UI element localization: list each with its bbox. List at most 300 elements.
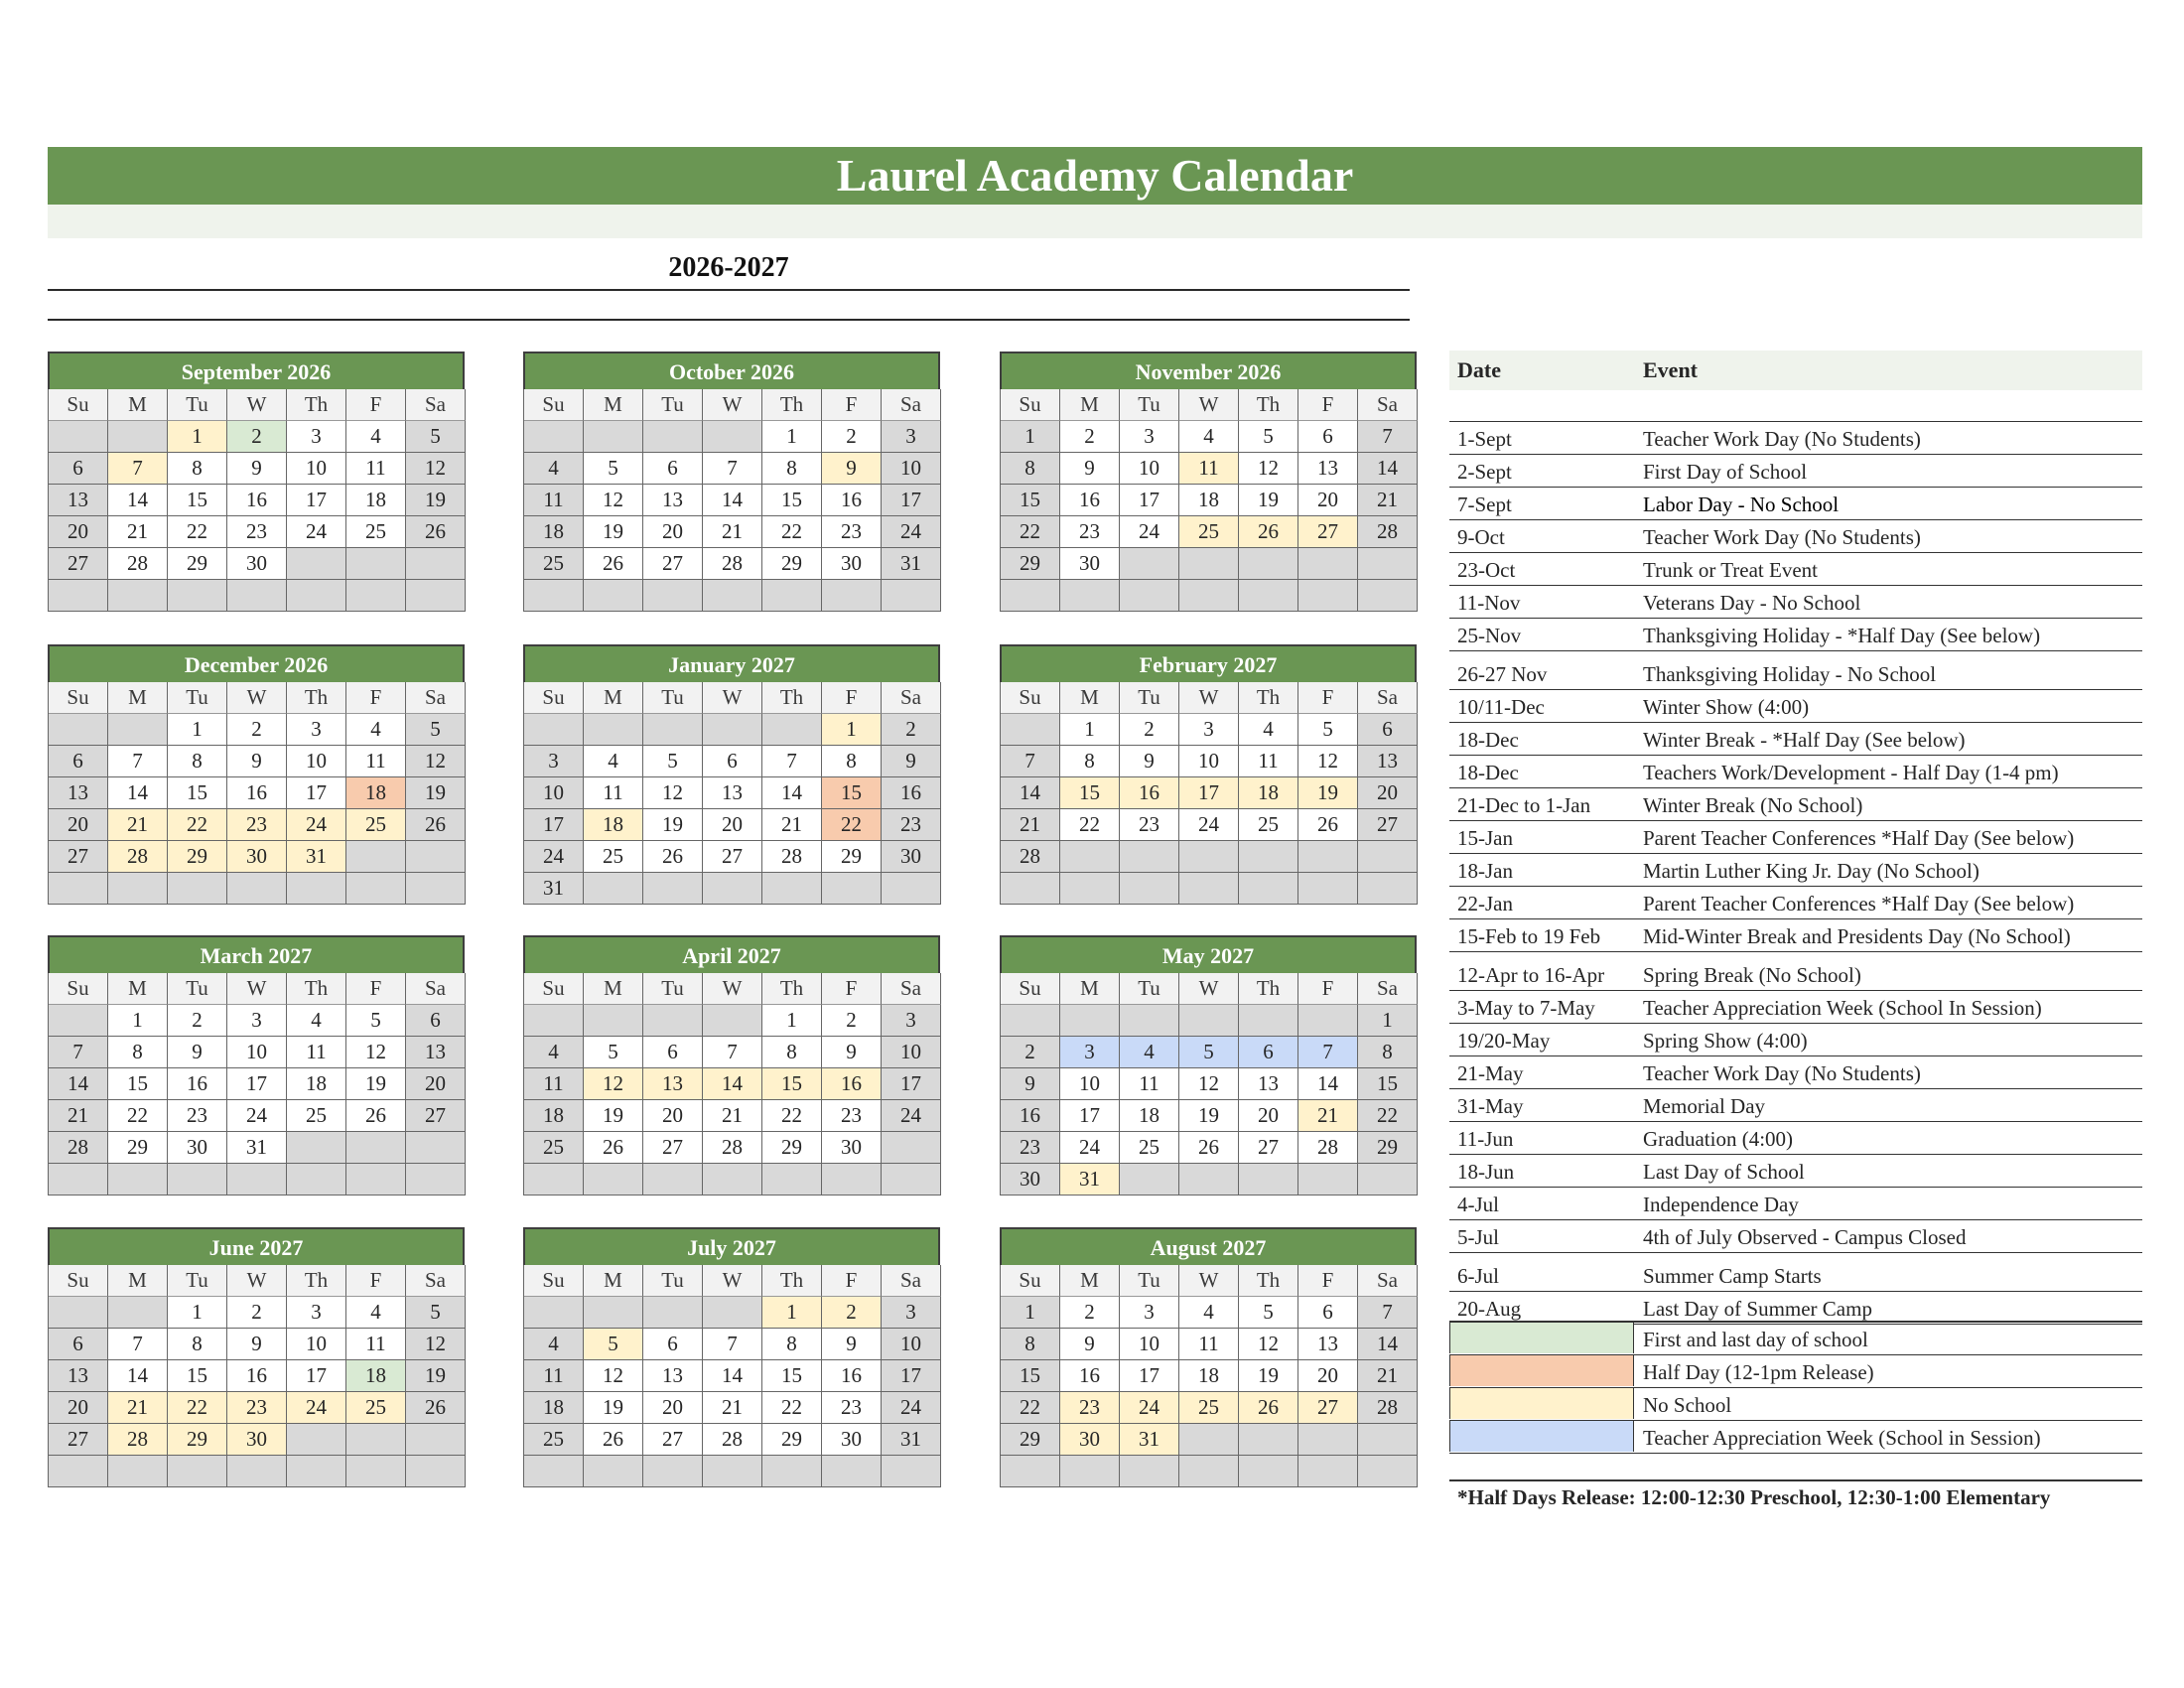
day-cell: 11	[524, 1068, 584, 1100]
legend-swatch	[1449, 1421, 1634, 1452]
day-cell: 24	[882, 516, 941, 548]
day-cell: 20	[49, 516, 108, 548]
empty-day-cell	[346, 841, 406, 873]
day-cell: 8	[822, 746, 882, 777]
day-cell: 10	[882, 1037, 941, 1068]
day-cell: 17	[287, 777, 346, 809]
weekday-header: Sa	[406, 682, 466, 714]
day-cell: 6	[1239, 1037, 1298, 1068]
weekday-header: Su	[524, 1265, 584, 1297]
empty-day-cell	[524, 1456, 584, 1487]
day-cell: 3	[1120, 1297, 1179, 1329]
day-cell: 26	[1239, 1392, 1298, 1424]
day-cell: 25	[524, 1424, 584, 1456]
empty-day-cell	[168, 873, 227, 905]
day-cell: 15	[168, 777, 227, 809]
day-cell: 5	[1298, 714, 1358, 746]
event-date: 11-Jun	[1457, 1127, 1514, 1151]
day-cell: 20	[643, 516, 703, 548]
day-cell: 30	[1060, 1424, 1120, 1456]
empty-day-cell	[1358, 548, 1418, 580]
empty-day-cell	[882, 580, 941, 612]
empty-day-cell	[49, 1164, 108, 1196]
day-cell: 6	[1298, 421, 1358, 453]
day-cell: 1	[762, 1005, 822, 1037]
day-cell: 1	[108, 1005, 168, 1037]
empty-day-cell	[584, 1005, 643, 1037]
month-title: January 2027	[523, 644, 940, 682]
day-cell: 27	[1298, 516, 1358, 548]
month-day-grid	[523, 973, 940, 1196]
weekday-header: Tu	[1120, 682, 1179, 714]
weekday-header: F	[822, 682, 882, 714]
day-cell: 20	[643, 1392, 703, 1424]
weekday-header: Tu	[643, 682, 703, 714]
event-name: Teacher Work Day (No Students)	[1643, 1061, 1921, 1085]
day-cell: 21	[108, 516, 168, 548]
event-row	[1449, 788, 2142, 821]
day-cell: 14	[108, 485, 168, 516]
day-cell: 14	[1358, 1329, 1418, 1360]
day-cell: 27	[49, 841, 108, 873]
empty-day-cell	[643, 1164, 703, 1196]
day-cell: 25	[1179, 516, 1239, 548]
empty-day-cell	[406, 873, 466, 905]
legend-label: Teacher Appreciation Week (School in Session)	[1643, 1426, 2041, 1450]
day-cell: 22	[108, 1100, 168, 1132]
day-cell: 12	[1298, 746, 1358, 777]
day-cell: 14	[49, 1068, 108, 1100]
event-name: Parent Teacher Conferences *Half Day (See below)	[1643, 826, 2075, 850]
day-cell: 24	[287, 516, 346, 548]
day-cell: 30	[1001, 1164, 1060, 1196]
day-cell: 30	[227, 841, 287, 873]
weekday-header: M	[108, 389, 168, 421]
empty-day-cell	[287, 580, 346, 612]
empty-day-cell	[1120, 580, 1179, 612]
day-cell: 12	[406, 453, 466, 485]
empty-day-cell	[1358, 1456, 1418, 1487]
month-calendar	[48, 1227, 465, 1487]
day-cell: 3	[287, 714, 346, 746]
empty-day-cell	[1298, 873, 1358, 905]
day-cell: 29	[108, 1132, 168, 1164]
day-cell: 25	[346, 1392, 406, 1424]
day-cell: 26	[584, 1132, 643, 1164]
day-cell: 17	[524, 809, 584, 841]
day-cell: 16	[822, 1360, 882, 1392]
year-rule-bottom	[48, 319, 1410, 321]
legend-swatch	[1449, 1323, 1634, 1353]
day-cell: 14	[1358, 453, 1418, 485]
day-cell: 19	[584, 516, 643, 548]
month-calendar	[523, 1227, 940, 1487]
empty-day-cell	[108, 714, 168, 746]
day-cell: 16	[227, 777, 287, 809]
day-cell: 16	[168, 1068, 227, 1100]
day-cell: 8	[1001, 1329, 1060, 1360]
day-cell: 22	[168, 516, 227, 548]
event-name: Summer Camp Starts	[1643, 1264, 1822, 1288]
day-cell: 23	[1060, 1392, 1120, 1424]
empty-day-cell	[108, 1297, 168, 1329]
weekday-header: Th	[1239, 973, 1298, 1005]
day-cell: 11	[1179, 453, 1239, 485]
event-row	[1449, 1122, 2142, 1155]
day-cell: 6	[49, 453, 108, 485]
empty-day-cell	[762, 580, 822, 612]
day-cell: 30	[168, 1132, 227, 1164]
day-cell: 22	[1001, 516, 1060, 548]
day-cell: 3	[1060, 1037, 1120, 1068]
day-cell: 15	[1001, 485, 1060, 516]
empty-day-cell	[49, 580, 108, 612]
day-cell: 23	[1001, 1132, 1060, 1164]
day-cell: 4	[1239, 714, 1298, 746]
day-cell: 17	[882, 1360, 941, 1392]
day-cell: 4	[524, 1037, 584, 1068]
weekday-header: Th	[1239, 389, 1298, 421]
events-table	[1449, 351, 2142, 1325]
weekday-header: M	[1060, 1265, 1120, 1297]
empty-day-cell	[1179, 1424, 1239, 1456]
day-cell: 18	[346, 485, 406, 516]
empty-day-cell	[1179, 580, 1239, 612]
weekday-header: Tu	[168, 973, 227, 1005]
day-cell: 18	[346, 777, 406, 809]
event-date: 5-Jul	[1457, 1225, 1499, 1249]
month-day-grid	[48, 389, 465, 612]
day-cell: 5	[584, 1329, 643, 1360]
month-title: May 2027	[1000, 935, 1417, 973]
day-cell: 14	[762, 777, 822, 809]
event-date: 3-May to 7-May	[1457, 996, 1595, 1020]
event-date: 2-Sept	[1457, 460, 1512, 484]
month-day-grid	[1000, 1265, 1417, 1487]
event-row	[1449, 455, 2142, 488]
day-cell: 9	[1001, 1068, 1060, 1100]
empty-day-cell	[643, 580, 703, 612]
day-cell: 10	[287, 1329, 346, 1360]
day-cell: 4	[1120, 1037, 1179, 1068]
weekday-header: M	[584, 1265, 643, 1297]
day-cell: 8	[1358, 1037, 1418, 1068]
day-cell: 8	[1060, 746, 1120, 777]
day-cell: 14	[703, 1360, 762, 1392]
day-cell: 4	[1179, 421, 1239, 453]
empty-day-cell	[1239, 1424, 1298, 1456]
empty-day-cell	[108, 421, 168, 453]
day-cell: 14	[108, 777, 168, 809]
day-cell: 10	[1120, 453, 1179, 485]
day-cell: 20	[643, 1100, 703, 1132]
empty-day-cell	[643, 1297, 703, 1329]
day-cell: 10	[882, 453, 941, 485]
day-cell: 4	[346, 1297, 406, 1329]
month-title: October 2026	[523, 352, 940, 389]
event-name: Winter Show (4:00)	[1643, 695, 1810, 719]
weekday-header: F	[346, 389, 406, 421]
day-cell: 26	[406, 1392, 466, 1424]
day-cell: 13	[1298, 453, 1358, 485]
day-cell: 28	[108, 841, 168, 873]
day-cell: 6	[643, 1037, 703, 1068]
weekday-header: F	[822, 1265, 882, 1297]
empty-day-cell	[703, 580, 762, 612]
weekday-header: Th	[1239, 1265, 1298, 1297]
day-cell: 9	[227, 1329, 287, 1360]
day-cell: 28	[1298, 1132, 1358, 1164]
day-cell: 31	[882, 548, 941, 580]
day-cell: 6	[1358, 714, 1418, 746]
event-row	[1449, 821, 2142, 854]
day-cell: 16	[882, 777, 941, 809]
day-cell: 2	[1001, 1037, 1060, 1068]
day-cell: 15	[168, 485, 227, 516]
empty-day-cell	[1120, 1164, 1179, 1196]
event-date: 1-Sept	[1457, 427, 1512, 451]
day-cell: 10	[882, 1329, 941, 1360]
day-cell: 4	[346, 421, 406, 453]
day-cell: 18	[287, 1068, 346, 1100]
day-cell: 15	[1358, 1068, 1418, 1100]
event-name: Thanksgiving Holiday - No School	[1643, 662, 1937, 686]
empty-day-cell	[1239, 1005, 1298, 1037]
month-title: September 2026	[48, 352, 465, 389]
day-cell: 24	[882, 1100, 941, 1132]
day-cell: 13	[643, 1360, 703, 1392]
weekday-header: Th	[762, 682, 822, 714]
weekday-header: Su	[49, 973, 108, 1005]
weekday-header: F	[346, 973, 406, 1005]
day-cell: 24	[287, 1392, 346, 1424]
day-cell: 29	[1358, 1132, 1418, 1164]
empty-day-cell	[1179, 1164, 1239, 1196]
empty-day-cell	[287, 1424, 346, 1456]
day-cell: 9	[168, 1037, 227, 1068]
day-cell: 11	[1120, 1068, 1179, 1100]
day-cell: 4	[1179, 1297, 1239, 1329]
day-cell: 28	[703, 548, 762, 580]
empty-day-cell	[1358, 1164, 1418, 1196]
day-cell: 5	[406, 421, 466, 453]
empty-day-cell	[287, 1456, 346, 1487]
day-cell: 9	[822, 453, 882, 485]
empty-day-cell	[227, 1164, 287, 1196]
event-name: Teachers Work/Development - Half Day (1-4 pm)	[1643, 761, 2059, 784]
day-cell: 3	[882, 1005, 941, 1037]
empty-day-cell	[1060, 841, 1120, 873]
empty-day-cell	[1358, 580, 1418, 612]
legend-row	[1449, 1355, 2142, 1388]
empty-day-cell	[1120, 873, 1179, 905]
empty-day-cell	[822, 1164, 882, 1196]
event-name: Teacher Appreciation Week (School In Session)	[1643, 996, 2042, 1020]
day-cell: 2	[822, 1297, 882, 1329]
event-date: 7-Sept	[1457, 492, 1512, 516]
day-cell: 5	[1239, 421, 1298, 453]
legend-row	[1449, 1421, 2142, 1454]
day-cell: 15	[762, 1068, 822, 1100]
day-cell: 14	[108, 1360, 168, 1392]
event-date: 26-27 Nov	[1457, 662, 1548, 686]
empty-day-cell	[524, 714, 584, 746]
day-cell: 1	[168, 421, 227, 453]
weekday-header: Su	[1001, 682, 1060, 714]
empty-day-cell	[703, 421, 762, 453]
month-calendar	[1000, 935, 1417, 1196]
day-cell: 8	[168, 1329, 227, 1360]
day-cell: 12	[406, 746, 466, 777]
day-cell: 29	[762, 1132, 822, 1164]
event-date: 15-Jan	[1457, 826, 1513, 850]
day-cell: 2	[227, 421, 287, 453]
weekday-header: F	[1298, 389, 1358, 421]
empty-day-cell	[108, 580, 168, 612]
empty-day-cell	[584, 714, 643, 746]
day-cell: 7	[108, 746, 168, 777]
month-day-grid	[1000, 389, 1417, 612]
empty-day-cell	[168, 1164, 227, 1196]
empty-day-cell	[584, 580, 643, 612]
day-cell: 16	[227, 1360, 287, 1392]
day-cell: 16	[227, 485, 287, 516]
day-cell: 21	[703, 1100, 762, 1132]
day-cell: 28	[49, 1132, 108, 1164]
day-cell: 26	[584, 548, 643, 580]
day-cell: 22	[168, 1392, 227, 1424]
empty-day-cell	[643, 1005, 703, 1037]
day-cell: 19	[1239, 1360, 1298, 1392]
empty-day-cell	[703, 873, 762, 905]
empty-day-cell	[1060, 1005, 1120, 1037]
day-cell: 5	[1239, 1297, 1298, 1329]
day-cell: 19	[406, 777, 466, 809]
day-cell: 25	[1179, 1392, 1239, 1424]
empty-day-cell	[1298, 1456, 1358, 1487]
empty-day-cell	[287, 1132, 346, 1164]
day-cell: 10	[1060, 1068, 1120, 1100]
day-cell: 22	[1358, 1100, 1418, 1132]
empty-day-cell	[524, 1297, 584, 1329]
event-name: Memorial Day	[1643, 1094, 1766, 1118]
event-row	[1449, 1220, 2142, 1253]
event-date: 11-Nov	[1457, 591, 1521, 615]
day-cell: 28	[1358, 516, 1418, 548]
legend-row	[1449, 1388, 2142, 1421]
empty-day-cell	[1060, 873, 1120, 905]
empty-day-cell	[1298, 841, 1358, 873]
event-date: 12-Apr to 16-Apr	[1457, 963, 1605, 987]
day-cell: 12	[584, 485, 643, 516]
weekday-header: Th	[762, 1265, 822, 1297]
day-cell: 7	[1358, 1297, 1418, 1329]
empty-day-cell	[822, 1456, 882, 1487]
day-cell: 2	[1060, 421, 1120, 453]
day-cell: 31	[1120, 1424, 1179, 1456]
day-cell: 31	[524, 873, 584, 905]
event-date: 31-May	[1457, 1094, 1524, 1118]
day-cell: 27	[1298, 1392, 1358, 1424]
day-cell: 25	[1120, 1132, 1179, 1164]
day-cell: 28	[703, 1424, 762, 1456]
day-cell: 27	[643, 1424, 703, 1456]
empty-day-cell	[1001, 580, 1060, 612]
legend-row	[1449, 1323, 2142, 1355]
event-date: 4-Jul	[1457, 1193, 1499, 1216]
day-cell: 4	[287, 1005, 346, 1037]
day-cell: 27	[49, 548, 108, 580]
event-row	[1449, 854, 2142, 887]
day-cell: 27	[1358, 809, 1418, 841]
day-cell: 9	[822, 1329, 882, 1360]
day-cell: 10	[524, 777, 584, 809]
year-rule-top	[48, 289, 1410, 291]
empty-day-cell	[524, 580, 584, 612]
day-cell: 7	[1298, 1037, 1358, 1068]
empty-day-cell	[762, 1456, 822, 1487]
day-cell: 7	[703, 1037, 762, 1068]
empty-day-cell	[524, 1005, 584, 1037]
legend-label: Half Day (12-1pm Release)	[1643, 1360, 1874, 1384]
day-cell: 22	[168, 809, 227, 841]
day-cell: 31	[1060, 1164, 1120, 1196]
day-cell: 13	[49, 485, 108, 516]
day-cell: 25	[346, 809, 406, 841]
month-calendar	[523, 935, 940, 1196]
day-cell: 12	[1239, 453, 1298, 485]
empty-day-cell	[406, 1164, 466, 1196]
day-cell: 18	[1179, 485, 1239, 516]
day-cell: 14	[1298, 1068, 1358, 1100]
day-cell: 21	[762, 809, 822, 841]
empty-day-cell	[643, 421, 703, 453]
empty-day-cell	[108, 873, 168, 905]
event-name: Spring Show (4:00)	[1643, 1029, 1808, 1053]
event-name: Independence Day	[1643, 1193, 1799, 1216]
event-row	[1449, 1089, 2142, 1122]
empty-day-cell	[822, 580, 882, 612]
day-cell: 1	[762, 1297, 822, 1329]
day-cell: 1	[1060, 714, 1120, 746]
weekday-header: W	[703, 682, 762, 714]
day-cell: 11	[346, 746, 406, 777]
day-cell: 2	[168, 1005, 227, 1037]
day-cell: 14	[1001, 777, 1060, 809]
day-cell: 13	[1239, 1068, 1298, 1100]
day-cell: 29	[762, 1424, 822, 1456]
empty-day-cell	[1120, 548, 1179, 580]
day-cell: 23	[1060, 516, 1120, 548]
day-cell: 5	[406, 714, 466, 746]
day-cell: 15	[1060, 777, 1120, 809]
day-cell: 3	[227, 1005, 287, 1037]
day-cell: 11	[1239, 746, 1298, 777]
empty-day-cell	[346, 1132, 406, 1164]
empty-day-cell	[584, 1456, 643, 1487]
day-cell: 27	[406, 1100, 466, 1132]
day-cell: 7	[762, 746, 822, 777]
day-cell: 29	[168, 548, 227, 580]
event-row	[1449, 488, 2142, 520]
day-cell: 18	[524, 1392, 584, 1424]
weekday-header: W	[227, 973, 287, 1005]
day-cell: 10	[227, 1037, 287, 1068]
empty-day-cell	[882, 1164, 941, 1196]
event-name: Veterans Day - No School	[1643, 591, 1861, 615]
event-row	[1449, 887, 2142, 919]
day-cell: 19	[1239, 485, 1298, 516]
